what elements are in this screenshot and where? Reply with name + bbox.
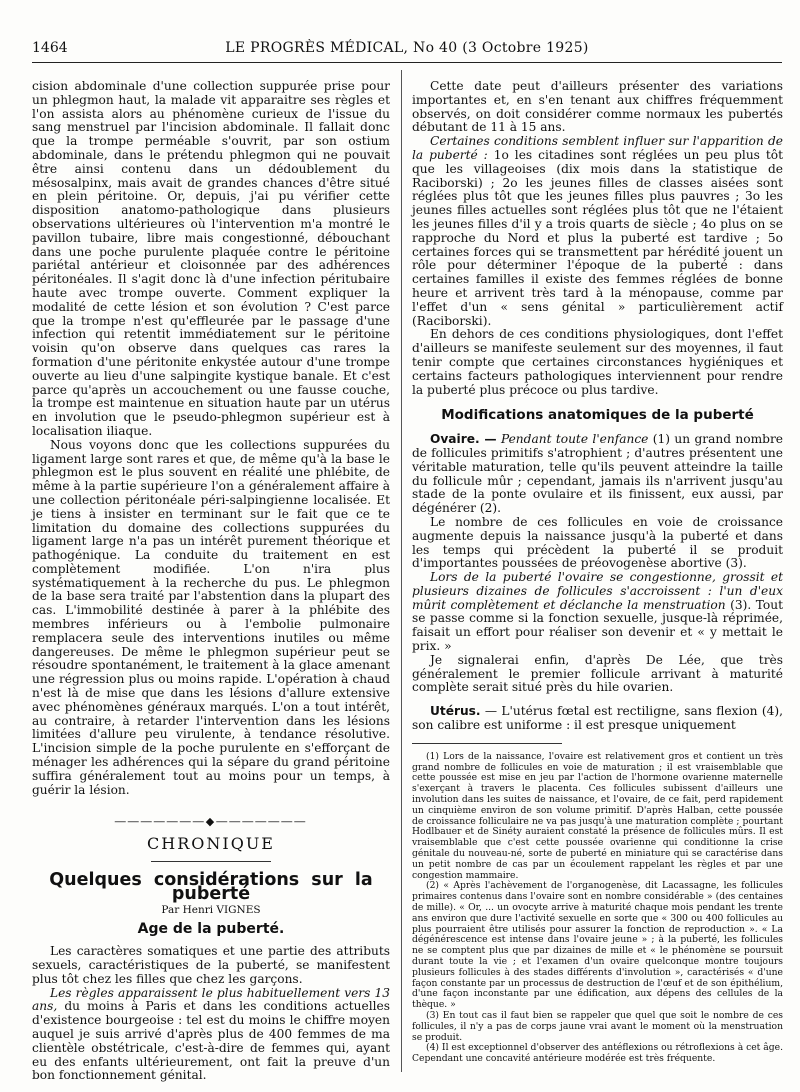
article-title: Quelques considérations sur la puberté: [49, 870, 373, 904]
ovaire-text: (1) un grand nombre de follicules primitifs s'atrophient ; d'autres présentent une véritable maturation, telle qu'ils peuvent atteindre la taille du follicule mûr ; cependant, jamais ils n'arrivent jusqu'au stade de la ponte ovulaire et ils finissent, eux aussi, par dégénérer (2).: [412, 432, 784, 516]
footnote-rule: [412, 743, 562, 744]
subheading-uterus: Utérus.: [430, 704, 481, 719]
article-byline: Par Henri VIGNES: [161, 903, 261, 916]
right-paragraph-3: En dehors de ces conditions physiologiques, dont l'effet d'ailleurs se manifeste seulement sur des moyennes, il faut tenir compte que certaines circonstances hygiéniques et certains facteurs pathologiques interviennent pour rendre la puberté plus précoce ou plus tardive.: [412, 327, 783, 397]
right-paragraph-5: Le nombre de ces follicules en voie de croissance augmente depuis la naissance jusqu'à la puberté et dans les temps qui précèdent la puberté il se produit d'importantes poussées de préovogenèse abortive (3).: [412, 514, 783, 571]
header-rule: [32, 62, 782, 63]
left-paragraph-4: [32, 987, 390, 1084]
left-paragraph-2: Nous voyons donc que les collections suppurées du ligament large sont rares et que, de même qu'à la base le phlegmon est le plus souvent en réalité une phlébite, de même à la partie supérieure l'on a généralement affaire à une collection péritonéale péri-salpingienne localisée. Et je tiens à insister en terminant sur le fait que ce te limitation du domaine des collections suppurées du ligament large n'a pas un intérêt purement théorique et pathogénique. La conduite du traitement en est complètement modifiée. L'on n'ira plus systématiquement à la recherche du pus. Le phlegmon de la base sera traité par l'abstention dans la plupart des cas. L'immobilité destinée à parer à la phlébite des membres inférieurs ou à l'embolie pulmonaire remplacera seule des interventions inutiles ou même dangereuses. De même le phlegmon supérieur peut se résoudre spontanément, le traitement à la glace amenant une régression plus ou moins rapide. L'opération à chaud n'est là de mise que dans les lésions d'allure extensive avec phénomènes généraux marqués. L'on a tout intérêt, au contraire, à retarder l'intervention dans les lésions limitées d'allure peu virulente, à tendance résolutive. L'incision simple de la poche purulente en s'efforçant de ménager les adhérences qui la sépare du grand péritoine suffira généralement tout au moins pour un temps, à guérir la lésion.: [32, 437, 390, 797]
uterus-text: — L'utérus fœtal est rectiligne, sans flexion (4), son calibre est uniforme : il est presque uniquement: [412, 704, 783, 733]
right-column: [412, 80, 783, 1065]
footnote-3: (3) En tout cas il faut bien se rappeler que quel que soit le nombre de ces follicules, il n'y a pas de corps jaune vrai avant le moment où la menstruation se produit.: [412, 1009, 783, 1043]
chronique-rule: [151, 861, 271, 862]
right-paragraph-2: [412, 135, 783, 328]
left-paragraph-4-text: du moins à Paris et dans les conditions actuelles d'existence bourgeoise : tel est du moins le chiffre moyen auquel je suis arrivé d'après plus de 400 femmes de ma clientèle obstétricale, c'est-à-dire de femmes qui, ayant eu des enfants ultérieurement, ont fait la preuve d'un bon fonctionnement génital.: [32, 999, 390, 1083]
right-paragraph-6-text: (3). Tout se passe comme si la fonction sexuelle, jusque-là réprimée, faisait un effort pour réaliser son devenir et « y mettait le prix. »: [412, 597, 783, 654]
footnotes: [412, 752, 783, 1065]
page-number: 1464: [32, 40, 68, 56]
chronique-heading: CHRONIQUE: [147, 834, 275, 854]
journal-title: LE PROGRÈS MÉDICAL, No 40 (3 Octobre 1925): [225, 40, 589, 56]
section-heading-modifications: Modifications anatomiques de la puberté: [441, 407, 754, 424]
left-paragraph-3: Les caractères somatiques et une partie des attributs sexuels, caractéristiques de la puberté, se manifestent plus tôt chez les filles que chez les garçons.: [32, 944, 390, 986]
right-paragraph-ovaire: [412, 433, 783, 516]
right-paragraph-2-italic: Certaines conditions semblent influer sur l'apparition de la puberté :: [412, 134, 783, 162]
ovaire-italic: Pendant toute l'enfance: [496, 432, 649, 447]
right-paragraph-uterus: [412, 705, 783, 733]
right-paragraph-1: Cette date peut d'ailleurs présenter des variations importantes et, en s'en tenant aux chiffres fréquemment observés, on doit considérer comme normaux les pubertés débutant de 11 à 15 ans.: [412, 79, 783, 135]
left-paragraph-4-italic: Les règles apparaissent le plus habituellement vers 13 ans,: [32, 985, 390, 1014]
footnote-2: (2) « Après l'achèvement de l'organogenèse, dit Lacassagne, les follicules primaires contenus dans l'ovaire sont en nombre considérable » (des centaines de mille). « Or, ... un ovocyte arrive à maturité chaque mois pendant les trente ans environ que dure l'activité sexuelle en sorte que « 300 ou 400 follicules au plus pourraient être utilisés pour assurer la fonction de reproduction ». « La dégénérescence est intense dans l'ovaire jeune » ; à la puberté, les follicules ne se comptent plus que par dizaines de mille et « le phénomène se poursuit durant toute la vie ; et l'examen d'un ovaire quelconque montre toujours plusieurs follicules à des stades différents d'involution », caractérisés « d'une façon constante par un processus de destruction de l'œuf et de son épithélium, d'une façon inconstante par une édification, aux dépens des cellules de la thèque. »: [412, 880, 783, 1011]
subheading-ovaire: Ovaire. —: [430, 432, 497, 447]
section-heading-age: Age de la puberté.: [137, 921, 285, 938]
column-divider: [401, 70, 402, 1072]
page-header: [32, 40, 782, 58]
right-paragraph-6-italic: Lors de la puberté l'ovaire se congestionne, grossit et plusieurs dizaines de follicules s'accroissent : l'un d'eux mûrit complètement et déclanche la menstruation: [412, 570, 783, 612]
left-column: [32, 80, 390, 1083]
section-ornament: ―――――――◆―――――――: [114, 815, 308, 829]
left-paragraph-1: cision abdominale d'une collection suppurée prise pour un phlegmon haut, la malade vit apparaitre ses règles et l'on assista alors au phénomène curieux de l'issue du sang menstruel par l'incision abdominale. Il fallait donc que la trompe perméable s'ouvrit, par son ostium abdominale, dans le prétendu phlegmon qui ne pouvait être ainsi contenu dans un dédoublement du mésosalpinx, mais avait de grandes chances d'être situé en plein péritoine. Or, depuis, j'ai pu vérifier cette disposition anatomo-pathologique dans plusieurs observations ultérieures où l'intervention m'a montré le pavillon tubaire, libre mais congestionné, débouchant dans une poche purulente plaquée contre le péritoine pariétal antérieur et cloisonnée par des adhérences péritonéales. Il s'agit donc là d'une infection péritubaire haute avec trompe ouverte. Comment expliquer la modalité de cette lésion et son évolution ? C'est parce que la trompe n'est qu'effleurée par le passage d'une infection qui retentit immédiatement sur le péritoine voisin qu'on observe dans quelques cas rares la formation d'une péritonite enkystée autour d'une trompe ouverte au lieu d'une salpingite kystique banale. Et c'est parce qu'après un accouchement ou une fausse couche, la trompe est maintenue en situation haute par un utérus en involution que le pseudo-phlegmon supérieur est à localisation iliaque.: [32, 79, 390, 438]
right-paragraph-7: Je signalerai enfin, d'après De Lée, que très généralement le premier follicule arrivant à maturité complète serait situé près du hile ovarien.: [412, 652, 783, 695]
right-paragraph-6: [412, 571, 783, 654]
footnote-4: (4) Il est exceptionnel d'observer des antéflexions ou rétroflexions à cet âge. Cependant une concavité antérieure modérée est très fréquente.: [412, 1042, 784, 1065]
right-paragraph-2-text: 1o les citadines sont réglées un peu plus tôt que les villageoises (dix mois dans la statistique de Raciborski) ; 2o les jeunes filles de classes aisées sont réglées plus tôt que les jeunes filles plus pauvres ; 3o les jeunes filles actuelles sont réglées plus tôt que ne l'étaient les jeunes filles d'il y a trois quarts de siècle ; 4o plus on se rapproche du Nord et plus la puberté est tardive ; 5o certaines forces qui se transmettent par hérédité jouent un rôle pour déterminer l'époque de la puberté : dans certaines familles il existe des femmes réglées de bonne heure et arrivent très tard à la ménopause, comme par l'effet d'un « sens génital » particulièrement actif (Raciborski).: [412, 147, 784, 328]
footnote-1: (1) Lors de la naissance, l'ovaire est relativement gros et contient un très grand nombre de follicules en voie de maturation ; il est vraisemblable que cette poussée est mise en jeu par l'action de l'hormone ovarienne maternelle s'exerçant à travers le placenta. Ces follicules subissent d'ailleurs une involution dans les suites de naissance, et l'ovaire, de ce fait, perd rapidement un cinquième environ de son volume primitif. D'après Halban, cette poussée de croissance folliculaire ne va pas jusqu'à une maturation complète ; pourtant Hodlbauer et de Sinéty auraient constaté la présence de follicules mûrs. Il est vraisemblable que c'est cette poussée ovarienne qui conditionne la crise génitale du nouveau-né, sorte de puberté en miniature qui se caractérise dans un petit nombre de cas par un écoulement rappelant les règles et par une congestion mammaire.: [412, 750, 783, 881]
